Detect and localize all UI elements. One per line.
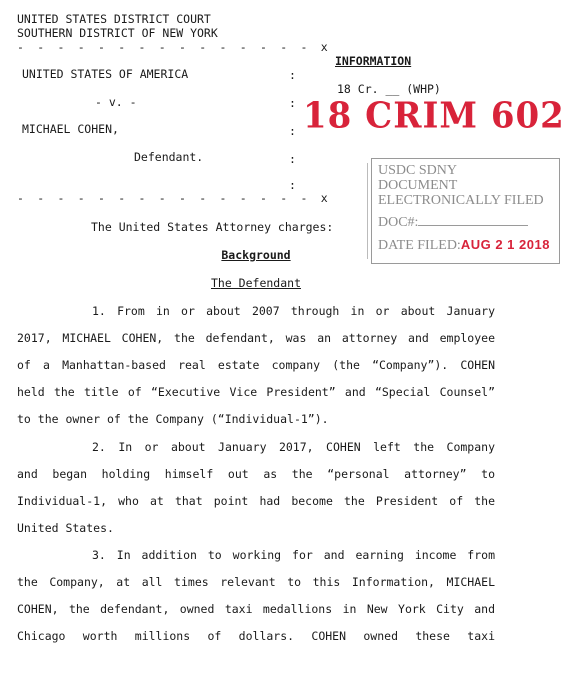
paragraph-3-line: COHEN, the defendant, owned taxi medallions in New York City and	[17, 602, 495, 616]
stamp-doc-blank	[418, 213, 528, 226]
paragraph-1-line: 2017, MICHAEL COHEN, the defendant, was an attorney and employee	[17, 331, 495, 345]
stamp-date-value: AUG 2 1 2018	[460, 237, 550, 252]
paragraph-2-line: Individual-1, who at that point had become the President of the	[17, 494, 495, 508]
case-number-stamp: 18 CRIM 602	[303, 95, 565, 137]
paragraph-2-line: 2. In or about January 2017, COHEN left the Company	[92, 440, 495, 454]
versus-marker: - v. -	[95, 95, 137, 109]
plaintiff-name: UNITED STATES OF AMERICA	[22, 67, 189, 81]
caption-colon: :	[289, 96, 296, 110]
defendant-label: Defendant.	[134, 150, 204, 164]
stamp-document-line: DOCUMENT	[378, 178, 458, 193]
defendant-name: MICHAEL COHEN,	[22, 122, 119, 136]
subsection-heading: The Defendant	[210, 276, 301, 290]
stamp-court-line: USDC SDNY	[378, 163, 457, 178]
caption-colon: :	[289, 152, 296, 166]
paragraph-2-line: and began holding himself out as the “personal attorney” to	[17, 467, 495, 481]
stamp-efiled-line: ELECTRONICALLY FILED	[378, 193, 544, 208]
stamp-date-label: DATE FILED:	[378, 238, 461, 253]
court-name-line2: SOUTHERN DISTRICT OF NEW YORK	[17, 26, 218, 40]
paragraph-1-line: to the owner of the Company (“Individual-1”).	[17, 412, 329, 426]
court-name-line1: UNITED STATES DISTRICT COURT	[17, 12, 211, 26]
stamp-doc-label: DOC#:	[378, 215, 419, 230]
case-number: 18 Cr. __ (WHP)	[337, 82, 441, 96]
paragraph-1-line: held the title of “Executive Vice President” and “Special Counsel”	[17, 385, 495, 399]
caption-dash-line-bottom: - - - - - - - - - - - - - - - x	[17, 191, 331, 205]
paragraph-1-line: of a Manhattan-based real estate company (the “Company”). COHEN	[17, 358, 495, 372]
stamp-doc-number	[378, 213, 559, 230]
paragraph-3-line: 3. In addition to working for and earning income from	[92, 548, 495, 562]
charges-intro: The United States Attorney charges:	[91, 220, 334, 234]
stamp-shadow	[367, 163, 372, 259]
caption-dash-line-top: - - - - - - - - - - - - - - - x	[17, 40, 331, 54]
caption-colon: :	[289, 178, 296, 192]
section-heading: Background	[221, 248, 291, 262]
paragraph-3-line: Chicago worth millions of dollars. COHEN owned these taxi	[17, 629, 495, 643]
caption-colon: :	[289, 68, 296, 82]
paragraph-2-line: United States.	[17, 521, 114, 535]
document-type: INFORMATION	[335, 54, 412, 68]
paragraph-1-line: 1. From in or about 2007 through in or about January	[92, 304, 495, 318]
caption-colon: :	[289, 124, 296, 138]
paragraph-3-line: the Company, at all times relevant to this Information, MICHAEL	[17, 575, 495, 589]
